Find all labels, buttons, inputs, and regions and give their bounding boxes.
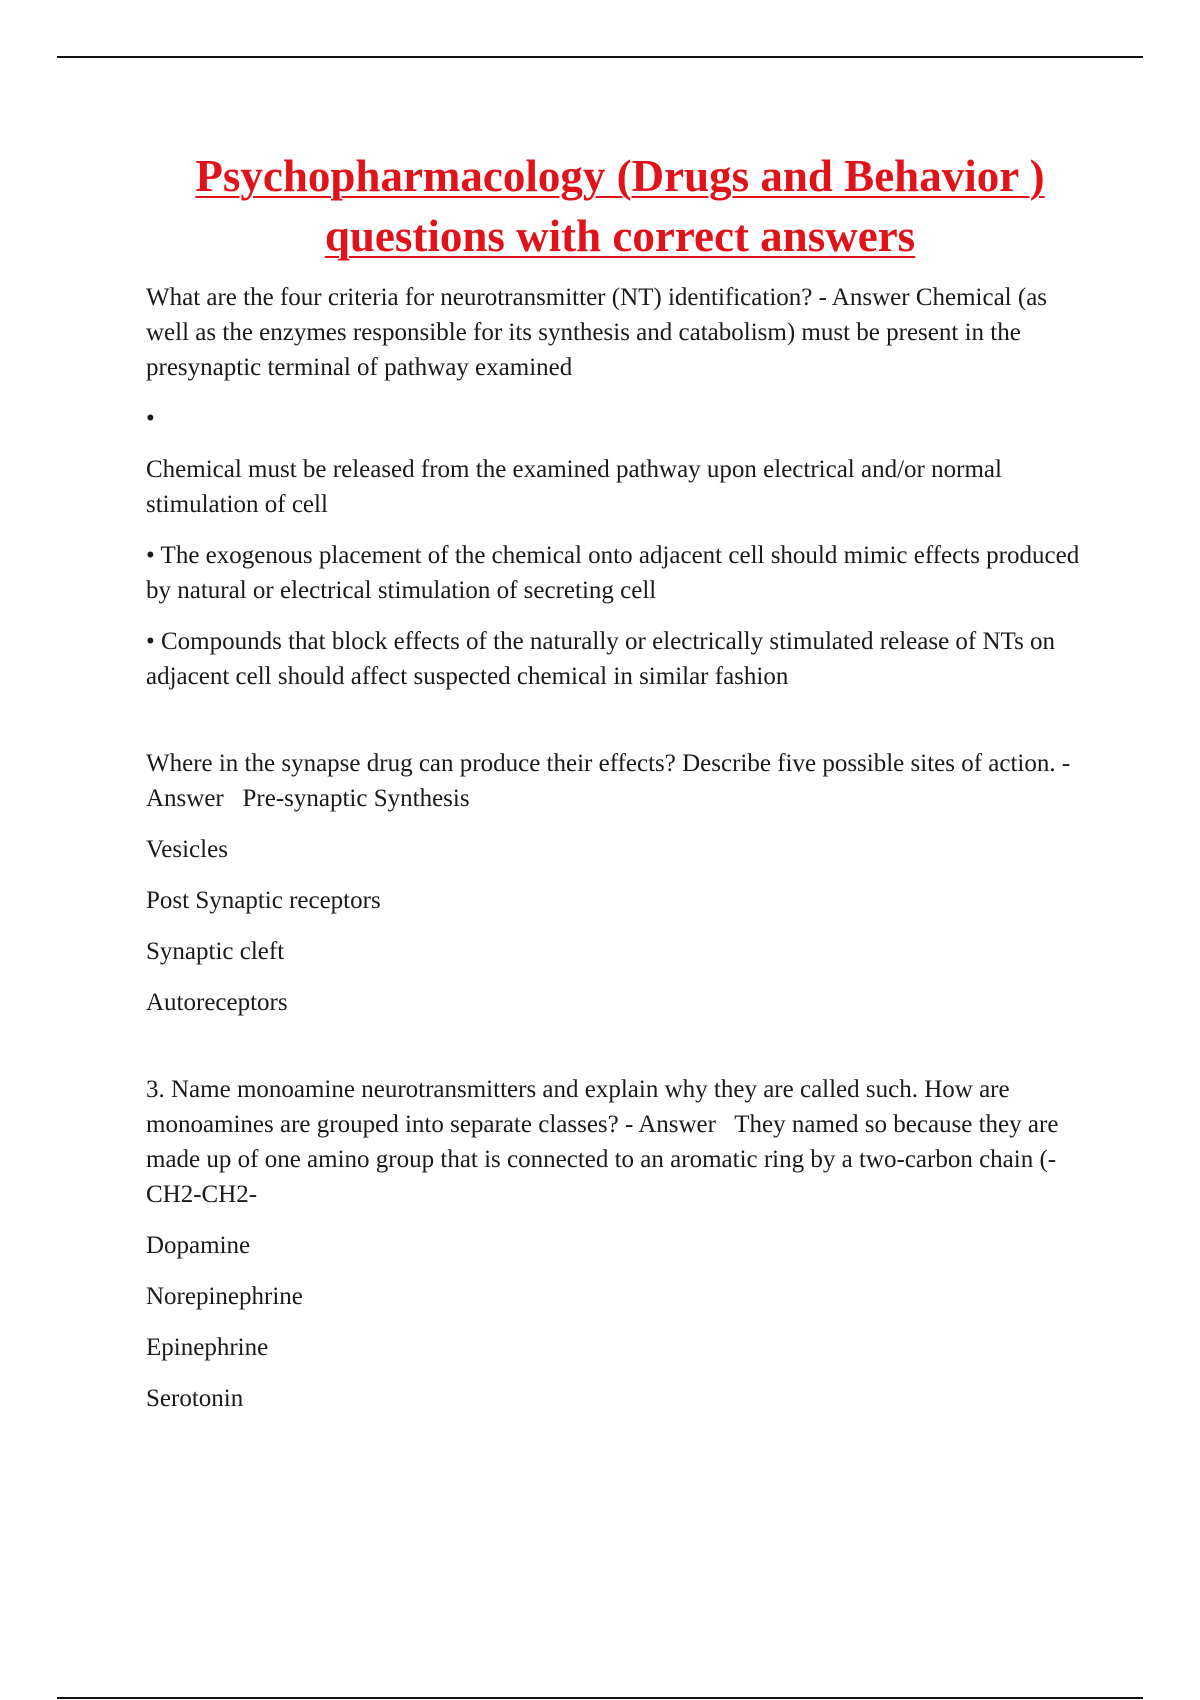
answer-1-point-4: • Compounds that block effects of the naturally or electrically stimulated release of NTs on adjacent cell should affect suspected chemical in similar fashion [146,628,1056,690]
question-block-2 [146,746,1096,1020]
answer-2-item: Vesicles [146,836,228,863]
answer-3-first: They named so because they are made up of one amino group that is connected to an aromatic ring by a two-carbon chain (-CH2-CH2- [146,1111,1059,1208]
header-rule [57,56,1143,58]
answer-3-item: Serotonin [146,1385,244,1412]
question-1-text [146,280,1096,385]
question-2-text [146,746,1096,816]
question-3-text [146,1072,1096,1212]
answer-1-point-3: • The exogenous placement of the chemical onto adjacent cell should mimic effects produced by natural or electrical stimulation of secreting cell [146,542,1080,604]
answer-2-first: Pre-synaptic Synthesis [242,785,470,812]
answer-3-item: Norepinephrine [146,1283,303,1310]
title-line-2: questions with correct answers [324,211,916,261]
title-line-1: Psychopharmacology (Drugs and Behavior ) [195,151,1045,201]
question-2-prompt: Where in the synapse drug can produce their effects? Describe five possible sites of action. - Answer [146,750,1071,812]
answer-3-item: Epinephrine [146,1334,269,1361]
answer-1-first: Chemical (as well as the enzymes responsible for its synthesis and catabolism) must be present in the presynaptic terminal of pathway examined [146,284,1048,381]
answer-2-item: Post Synaptic receptors [146,887,381,914]
bullet-marker: • [146,405,155,432]
answer-2-item: Autoreceptors [146,989,288,1016]
question-block-1 [146,280,1096,694]
answer-2-item: Synaptic cleft [146,938,285,965]
footer-rule [57,1697,1143,1699]
question-1-prompt: What are the four criteria for neurotransmitter (NT) identification? - Answer [146,284,910,311]
question-block-3 [146,1072,1096,1416]
question-3-prompt: 3. Name monoamine neurotransmitters and explain why they are called such. How are monoamines are grouped into separate classes? - Answer [146,1076,1010,1138]
answer-3-item: Dopamine [146,1232,251,1259]
document-body [146,280,1096,1432]
page-title [100,146,1140,266]
answer-1-point-2: Chemical must be released from the examined pathway upon electrical and/or normal stimulation of cell [146,456,1002,518]
